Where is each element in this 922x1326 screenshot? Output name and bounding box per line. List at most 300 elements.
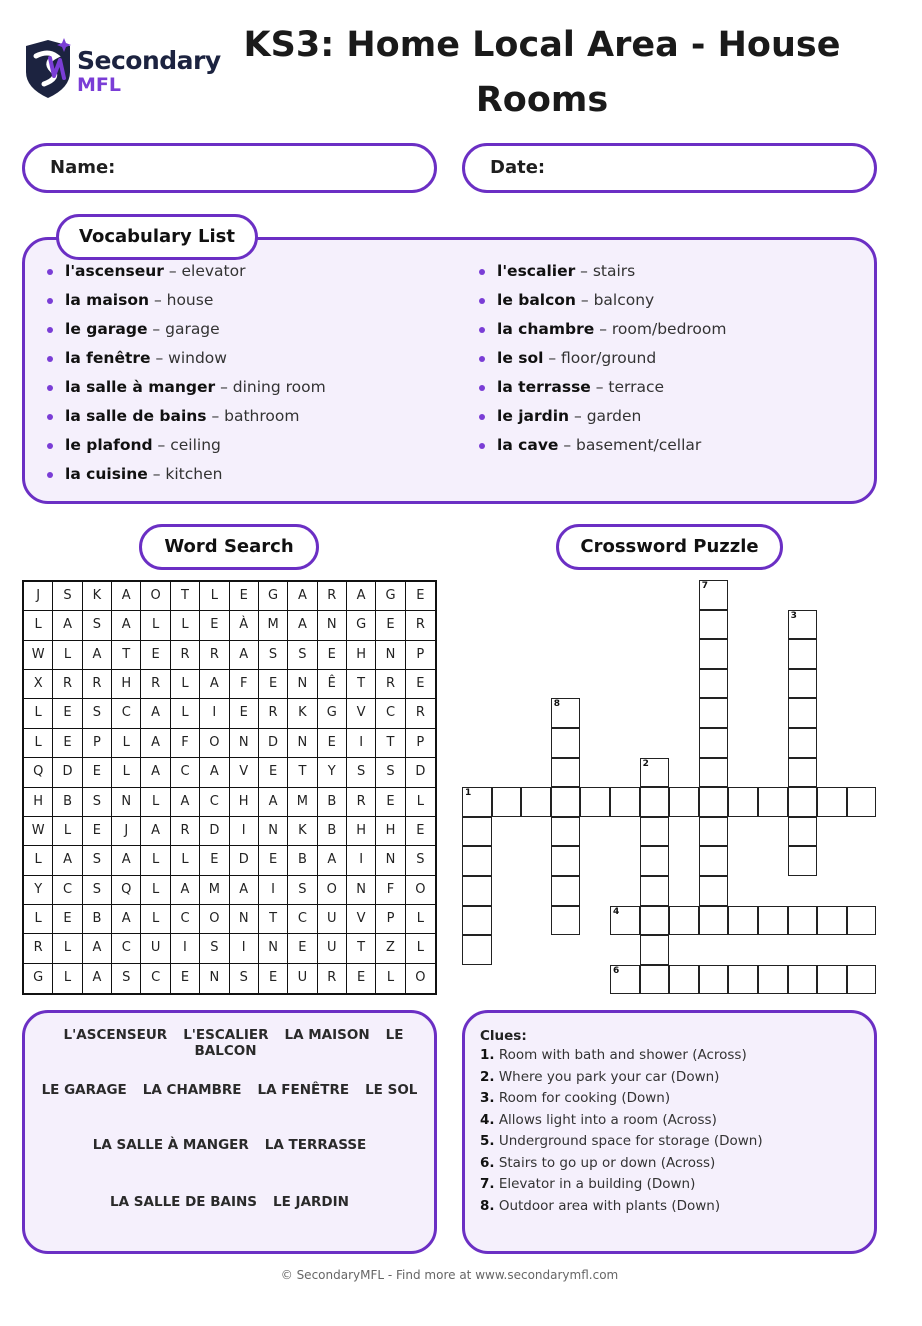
word-search-cell[interactable]: E — [83, 817, 112, 846]
crossword-cell[interactable] — [788, 758, 818, 788]
word-search-cell[interactable]: M — [200, 876, 229, 905]
bullet-icon — [479, 269, 485, 275]
word-search-cell[interactable]: Ê — [318, 670, 347, 699]
crossword-cell[interactable] — [462, 935, 492, 965]
vocab-french: la cave — [497, 436, 559, 454]
word-search-cell[interactable]: G — [24, 964, 53, 993]
word-search-cell[interactable]: P — [406, 729, 435, 758]
crossword-cell[interactable] — [788, 639, 818, 669]
word-search-cell[interactable]: I — [347, 846, 376, 875]
word-search-cell[interactable]: L — [141, 611, 170, 640]
vocab-english: – elevator — [163, 262, 246, 280]
word-search-cell[interactable]: L — [171, 699, 200, 728]
crossword-cell[interactable] — [788, 906, 818, 936]
word-search-cell[interactable]: G — [318, 699, 347, 728]
word-search-cell[interactable]: L — [24, 611, 53, 640]
word-search-cell[interactable]: E — [318, 641, 347, 670]
crossword-cell[interactable] — [699, 669, 729, 699]
word-search-cell[interactable]: S — [406, 846, 435, 875]
word-search-cell[interactable]: T — [347, 934, 376, 963]
word-search-cell[interactable]: N — [288, 729, 317, 758]
word-search-cell[interactable]: E — [171, 964, 200, 993]
word-search-cell[interactable]: I — [230, 817, 259, 846]
word-search-cell[interactable]: L — [24, 699, 53, 728]
word-search-cell[interactable]: V — [347, 905, 376, 934]
crossword-cell[interactable] — [462, 876, 492, 906]
word-search-cell[interactable]: I — [171, 934, 200, 963]
word-search-cell[interactable]: L — [141, 905, 170, 934]
word-search-cell[interactable]: L — [24, 905, 53, 934]
word-search-cell[interactable]: S — [347, 758, 376, 787]
crossword-cell[interactable] — [640, 935, 670, 965]
bullet-icon — [479, 443, 485, 449]
vocab-item — [45, 431, 326, 460]
word-search-cell[interactable]: U — [141, 934, 170, 963]
word-search-cell[interactable]: Q — [112, 876, 141, 905]
word-search-cell[interactable]: R — [406, 611, 435, 640]
vocab-english: – room/bedroom — [594, 320, 727, 338]
word-search-cell[interactable]: L — [200, 582, 229, 611]
word-search-cell[interactable]: E — [141, 641, 170, 670]
crossword-cell[interactable] — [551, 758, 581, 788]
word-search-cell[interactable]: O — [406, 876, 435, 905]
word-search-cell[interactable]: E — [288, 934, 317, 963]
word-search-cell[interactable]: O — [200, 729, 229, 758]
bullet-icon — [479, 298, 485, 304]
crossword-cell[interactable] — [610, 787, 640, 817]
word-search-cell[interactable]: T — [376, 729, 405, 758]
word-search-cell[interactable]: C — [141, 964, 170, 993]
word-search-cell[interactable]: E — [53, 905, 82, 934]
word-search-row — [24, 758, 435, 787]
word-search-cell[interactable]: M — [259, 611, 288, 640]
word-search-cell[interactable]: A — [112, 611, 141, 640]
vocab-english: – stairs — [575, 262, 636, 280]
word-search-cell[interactable]: S — [259, 641, 288, 670]
word-search-cell[interactable]: A — [53, 611, 82, 640]
crossword-cell[interactable] — [788, 698, 818, 728]
word-search-cell[interactable]: X — [24, 670, 53, 699]
word-search-cell[interactable]: E — [318, 729, 347, 758]
word-search-cell[interactable]: O — [318, 876, 347, 905]
word-search-cell[interactable]: L — [53, 641, 82, 670]
crossword-cell[interactable] — [462, 817, 492, 847]
crossword-cell[interactable] — [817, 906, 847, 936]
word-search-cell[interactable]: O — [415, 969, 426, 985]
word-search-cell[interactable]: K — [288, 817, 317, 846]
word-search-cell[interactable]: M — [288, 788, 317, 817]
word-search-cell[interactable]: E — [376, 788, 405, 817]
word-search-cell[interactable]: S — [376, 758, 405, 787]
crossword-cell[interactable] — [640, 787, 670, 817]
word-search-cell[interactable]: C — [171, 905, 200, 934]
word-search-cell[interactable]: C — [288, 905, 317, 934]
word-search-cell[interactable]: A — [230, 876, 259, 905]
word-search-cell[interactable]: N — [259, 934, 288, 963]
word-search-cell[interactable]: C — [200, 788, 229, 817]
word-search-cell[interactable]: R — [376, 670, 405, 699]
word-search-cell[interactable]: A — [141, 699, 170, 728]
word-search-cell[interactable]: R — [24, 934, 53, 963]
crossword-cell[interactable] — [817, 965, 847, 995]
crossword-cell[interactable] — [610, 965, 640, 995]
word-search-cell[interactable]: D — [200, 817, 229, 846]
word-search-cell[interactable]: H — [347, 817, 376, 846]
word-search-cell[interactable]: A — [141, 758, 170, 787]
word-search-cell[interactable]: E — [83, 758, 112, 787]
word-search-cell[interactable]: R — [318, 582, 347, 611]
clue-text: Underground space for storage (Down) — [494, 1133, 763, 1149]
word-search-cell[interactable]: A — [53, 846, 82, 875]
word-search-cell[interactable]: N — [376, 641, 405, 670]
word-search-cell[interactable]: H — [112, 670, 141, 699]
word-search-cell[interactable]: L — [376, 964, 405, 993]
word-search-cell[interactable]: T — [112, 641, 141, 670]
word-search-cell[interactable]: S — [288, 641, 317, 670]
word-search-cell[interactable]: Y — [318, 758, 347, 787]
crossword-cell[interactable] — [847, 965, 877, 995]
crossword-cell[interactable] — [462, 906, 492, 936]
crossword-cell[interactable] — [551, 728, 581, 758]
crossword-cell[interactable] — [492, 787, 522, 817]
crossword-cell[interactable] — [640, 758, 670, 788]
word-search-cell[interactable]: A — [141, 817, 170, 846]
word-search-cell[interactable]: H — [24, 788, 53, 817]
crossword-cell[interactable] — [788, 669, 818, 699]
word-search-cell[interactable]: L — [171, 846, 200, 875]
crossword-cell[interactable] — [699, 846, 729, 876]
vocab-french: le sol — [497, 349, 544, 367]
word-search-cell[interactable]: L — [141, 846, 170, 875]
word-search-cell[interactable]: Y — [24, 876, 53, 905]
crossword-cell[interactable] — [788, 846, 818, 876]
word-search-cell[interactable]: E — [259, 670, 288, 699]
crossword-cell[interactable] — [640, 876, 670, 906]
vocab-english: – bathroom — [206, 407, 300, 425]
word-search-cell[interactable]: Q — [24, 758, 53, 787]
word-search-cell[interactable]: A — [230, 641, 259, 670]
word-search-cell[interactable]: E — [53, 729, 82, 758]
word-search-cell[interactable]: W — [24, 641, 53, 670]
crossword-cell[interactable] — [669, 787, 699, 817]
clue-text: Room with bath and shower (Across) — [494, 1047, 747, 1063]
word-search-cell[interactable]: L — [171, 670, 200, 699]
word-search-cell[interactable]: H — [347, 641, 376, 670]
word-search-cell[interactable]: U — [288, 964, 317, 993]
word-search-cell[interactable]: S — [288, 876, 317, 905]
crossword-cell[interactable] — [551, 817, 581, 847]
word-search-cell[interactable]: L — [53, 964, 82, 993]
crossword-cell[interactable] — [551, 906, 581, 936]
word-search-cell[interactable]: L — [24, 729, 53, 758]
word-search-cell[interactable]: N — [259, 817, 288, 846]
crossword-cell[interactable] — [699, 610, 729, 640]
word-search-cell[interactable]: T — [347, 670, 376, 699]
word-search-cell[interactable]: U — [318, 905, 347, 934]
word-search-cell[interactable]: K — [288, 699, 317, 728]
word-search-cell[interactable]: S — [112, 964, 141, 993]
word-search-cell[interactable]: A — [259, 788, 288, 817]
word-search-cell[interactable]: I — [259, 876, 288, 905]
word-search-cell[interactable]: S — [53, 582, 82, 611]
word-search-cell[interactable]: D — [53, 758, 82, 787]
word-search-cell[interactable]: E — [376, 611, 405, 640]
word-search-row — [24, 729, 435, 758]
word-search-cell[interactable]: T — [259, 905, 288, 934]
crossword-cell[interactable] — [640, 846, 670, 876]
crossword-cell[interactable] — [669, 906, 699, 936]
word-search-cell[interactable]: L — [406, 788, 435, 817]
crossword-cell[interactable] — [847, 906, 877, 936]
word-search-cell[interactable]: F — [230, 670, 259, 699]
crossword-cell[interactable] — [699, 906, 729, 936]
crossword-clue-number: 8 — [553, 699, 561, 710]
word-search-cell[interactable]: L — [406, 905, 435, 934]
crossword-cell[interactable] — [699, 639, 729, 669]
word-search-cell[interactable]: T — [288, 758, 317, 787]
crossword-cell[interactable] — [551, 876, 581, 906]
crossword-cell[interactable] — [788, 728, 818, 758]
word-search-cell[interactable]: G — [347, 611, 376, 640]
word-search-cell[interactable]: E — [230, 699, 259, 728]
word-search-cell[interactable]: B — [318, 788, 347, 817]
crossword-cell[interactable] — [699, 580, 729, 610]
crossword-cell[interactable] — [728, 965, 758, 995]
word-search-cell[interactable]: A — [347, 582, 376, 611]
word-search-cell[interactable]: S — [230, 964, 259, 993]
crossword-cell[interactable] — [699, 876, 729, 906]
word-search-cell[interactable]: R — [259, 699, 288, 728]
word-search-cell[interactable]: N — [112, 788, 141, 817]
word-search-cell[interactable]: N — [318, 611, 347, 640]
vocab-english: – kitchen — [147, 465, 223, 483]
word-search-cell[interactable]: F — [171, 729, 200, 758]
word-search-cell[interactable]: H — [230, 788, 259, 817]
word-search-cell[interactable]: R — [200, 641, 229, 670]
crossword-cell[interactable] — [758, 906, 788, 936]
crossword-cell[interactable] — [788, 787, 818, 817]
word-search-cell[interactable]: G — [376, 582, 405, 611]
word-search-cell[interactable]: F — [376, 876, 405, 905]
word-search-cell[interactable]: D — [406, 758, 435, 787]
word-search-cell[interactable]: E — [406, 582, 435, 611]
word-search-cell[interactable]: I — [230, 934, 259, 963]
word-search-cell[interactable]: L — [141, 876, 170, 905]
word-search-cell[interactable]: C — [376, 699, 405, 728]
word-search-cell[interactable]: R — [318, 964, 347, 993]
word-search-cell[interactable]: R — [406, 699, 435, 728]
word-search-cell[interactable]: À — [230, 611, 259, 640]
word-search-cell[interactable]: S — [83, 611, 112, 640]
word-search-cell[interactable]: D — [230, 846, 259, 875]
word-search-cell[interactable]: E — [406, 670, 435, 699]
word-search-cell[interactable]: S — [83, 876, 112, 905]
word-search-cell[interactable]: L — [24, 846, 53, 875]
word-search-cell[interactable]: Z — [376, 934, 405, 963]
crossword-cell[interactable] — [788, 965, 818, 995]
word-search-cell[interactable]: P — [376, 905, 405, 934]
vocab-english: – floor/ground — [543, 349, 657, 367]
brand-subname: MFL — [77, 74, 121, 96]
date-field[interactable] — [462, 143, 877, 193]
word-search-cell[interactable]: J — [112, 817, 141, 846]
word-search-cell[interactable]: C — [112, 934, 141, 963]
word-search-cell[interactable]: V — [230, 758, 259, 787]
crossword-cell[interactable] — [669, 965, 699, 995]
crossword-cell[interactable] — [699, 758, 729, 788]
word-search-cell[interactable]: A — [141, 729, 170, 758]
word-search-cell[interactable]: U — [318, 934, 347, 963]
word-search-cell[interactable]: R — [141, 670, 170, 699]
word-search-cell[interactable]: G — [259, 582, 288, 611]
clue-item — [480, 1088, 763, 1110]
crossword-cell[interactable] — [699, 728, 729, 758]
word-search-cell[interactable]: R — [83, 670, 112, 699]
word-bank-word: LA SALLE DE BAINS — [110, 1194, 258, 1210]
word-search-cell[interactable]: S — [83, 699, 112, 728]
crossword-cell[interactable] — [699, 698, 729, 728]
crossword-cell[interactable] — [551, 846, 581, 876]
word-search-cell[interactable]: P — [83, 729, 112, 758]
word-search-cell[interactable]: E — [200, 611, 229, 640]
crossword-cell[interactable] — [551, 787, 581, 817]
word-search-cell[interactable]: A — [112, 582, 141, 611]
word-search-cell[interactable]: C — [53, 876, 82, 905]
word-search-cell[interactable]: A — [83, 934, 112, 963]
word-search-cell[interactable]: L — [406, 934, 435, 963]
word-search-cell[interactable]: L — [112, 758, 141, 787]
word-search-cell[interactable]: D — [259, 729, 288, 758]
vocab-french: le balcon — [497, 291, 576, 309]
word-search-cell[interactable]: R — [171, 641, 200, 670]
clue-text: Allows light into a room (Across) — [494, 1111, 717, 1128]
crossword-cell[interactable] — [610, 906, 640, 936]
word-search-cell[interactable]: L — [112, 729, 141, 758]
crossword-cell[interactable] — [788, 817, 818, 847]
word-search-cell[interactable]: W — [24, 817, 53, 846]
word-search-cell[interactable]: E — [347, 964, 376, 993]
vocab-french: la fenêtre — [65, 349, 151, 367]
word-search-cell[interactable]: A — [83, 641, 112, 670]
word-search-cell[interactable]: J — [24, 582, 53, 611]
name-field[interactable] — [22, 143, 437, 193]
word-search-cell[interactable]: E — [200, 846, 229, 875]
word-search-cell[interactable]: R — [347, 788, 376, 817]
word-search-cell[interactable]: T — [171, 582, 200, 611]
crossword-cell[interactable] — [817, 787, 847, 817]
word-search-cell[interactable]: R — [171, 817, 200, 846]
word-search-cell[interactable]: E — [53, 699, 82, 728]
crossword-cell[interactable] — [640, 965, 670, 995]
word-search-cell[interactable]: P — [406, 641, 435, 670]
word-search-cell[interactable]: E — [259, 964, 288, 993]
crossword-cell[interactable] — [728, 906, 758, 936]
word-search-cell[interactable]: L — [171, 611, 200, 640]
word-search-cell[interactable]: B — [318, 817, 347, 846]
crossword-cell[interactable] — [699, 965, 729, 995]
page-title: KS3: Home Local Area - House Rooms — [243, 25, 841, 120]
word-search-cell[interactable]: A — [171, 788, 200, 817]
crossword-cell[interactable] — [847, 787, 877, 817]
crossword-cell[interactable] — [640, 906, 670, 936]
word-search-cell[interactable]: S — [83, 846, 112, 875]
word-search-cell[interactable]: N — [230, 729, 259, 758]
crossword-cell[interactable] — [758, 787, 788, 817]
crossword-cell[interactable] — [462, 846, 492, 876]
word-search-cell[interactable]: O — [141, 582, 170, 611]
clue-number: 5. — [480, 1133, 495, 1149]
clue-item — [480, 1196, 763, 1218]
word-search-cell[interactable]: B — [53, 788, 82, 817]
crossword-cell[interactable] — [580, 787, 610, 817]
vocab-item — [45, 373, 326, 402]
word-search-cell[interactable]: O — [200, 905, 229, 934]
word-search-cell[interactable]: A — [83, 964, 112, 993]
word-search-cell[interactable]: I — [200, 699, 229, 728]
vocab-french: la maison — [65, 291, 150, 309]
word-search-cell[interactable]: B — [288, 846, 317, 875]
bullet-icon — [47, 356, 53, 362]
word-search-cell[interactable]: E — [230, 582, 259, 611]
word-search-cell[interactable]: A — [112, 905, 141, 934]
word-search-cell[interactable]: R — [53, 670, 82, 699]
crossword-cell[interactable] — [521, 787, 551, 817]
crossword-cell[interactable] — [699, 817, 729, 847]
clue-item — [480, 1131, 763, 1153]
word-search-cell[interactable]: L — [53, 934, 82, 963]
word-search-cell[interactable]: E — [259, 846, 288, 875]
crossword-cell[interactable] — [788, 610, 818, 640]
word-search-cell[interactable]: E — [406, 817, 435, 846]
crossword-cell[interactable] — [758, 965, 788, 995]
word-search-cell[interactable]: A — [171, 876, 200, 905]
word-search-cell[interactable]: B — [83, 905, 112, 934]
word-search-cell[interactable]: A — [288, 611, 317, 640]
word-search-cell[interactable]: A — [200, 758, 229, 787]
word-search-cell[interactable]: I — [347, 729, 376, 758]
word-search-cell[interactable]: S — [200, 934, 229, 963]
crossword-cell[interactable] — [699, 787, 729, 817]
word-search-cell[interactable]: N — [230, 905, 259, 934]
vocab-item — [45, 286, 326, 315]
word-search-cell[interactable]: E — [259, 758, 288, 787]
word-search-cell[interactable]: A — [200, 670, 229, 699]
word-search-cell[interactable]: C — [112, 699, 141, 728]
word-search-cell[interactable]: H — [376, 817, 405, 846]
word-search-cell[interactable]: N — [347, 876, 376, 905]
crossword-cell[interactable] — [462, 787, 492, 817]
bullet-icon — [47, 327, 53, 333]
crossword-cell[interactable] — [551, 698, 581, 728]
crossword-cell[interactable] — [640, 817, 670, 847]
word-search-cell[interactable]: V — [347, 699, 376, 728]
word-search-cell[interactable]: N — [288, 670, 317, 699]
word-search-cell[interactable]: A — [318, 846, 347, 875]
crossword-cell[interactable] — [728, 787, 758, 817]
word-search-cell[interactable]: L — [53, 817, 82, 846]
clues-heading: Clues: — [480, 1028, 527, 1044]
word-search-cell[interactable]: A — [288, 582, 317, 611]
word-search-cell[interactable]: N — [200, 964, 229, 993]
word-search-cell[interactable]: N — [376, 846, 405, 875]
word-search-cell[interactable]: L — [141, 788, 170, 817]
word-search-cell[interactable]: S — [83, 788, 112, 817]
word-search-cell[interactable]: C — [171, 758, 200, 787]
word-search-cell[interactable]: K — [83, 582, 112, 611]
crossword-clue-number: 1 — [465, 788, 472, 799]
word-search-cell[interactable]: A — [112, 846, 141, 875]
bullet-icon — [47, 298, 53, 304]
